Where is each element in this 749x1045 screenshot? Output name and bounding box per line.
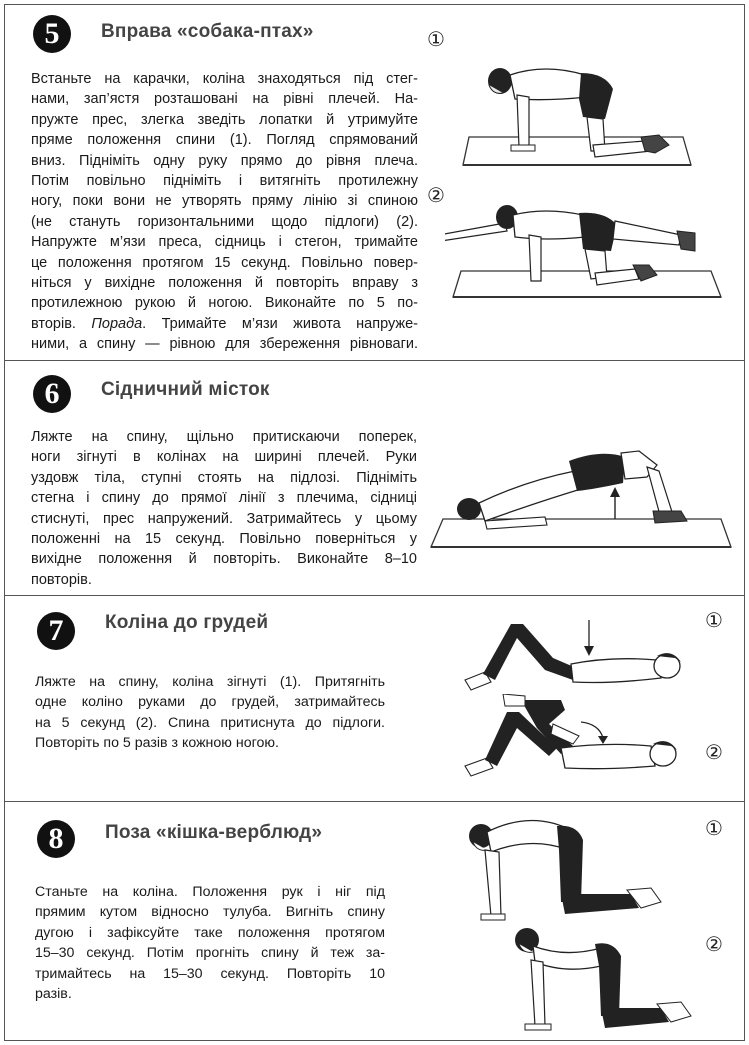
exercise-6-number: 6 bbox=[33, 375, 71, 413]
step-2-marker: ② bbox=[705, 740, 723, 764]
text-line: Повторіть по 5 разів з кожною ногою. bbox=[35, 735, 279, 752]
text-line: разів. bbox=[35, 986, 72, 1003]
bird-dog-step-2-illustration bbox=[445, 193, 727, 305]
glute-bridge-illustration bbox=[425, 437, 737, 555]
step-1-marker: ① bbox=[427, 27, 445, 51]
exercise-8-number: 8 bbox=[37, 820, 75, 858]
text-line: вниз. Підніміть одну руку прямо до рівня плеча. bbox=[31, 152, 418, 169]
step-2-marker: ② bbox=[705, 932, 723, 956]
text-line: нами, зап’ястя розташовані на рівні плечей. На- bbox=[31, 91, 418, 108]
exercise-8-section bbox=[5, 802, 744, 1040]
exercise-5-text bbox=[31, 69, 418, 355]
tip-label: Порада bbox=[91, 315, 143, 332]
text-line: на 5 секунд (2). Спина притиснута до підлоги. bbox=[35, 714, 385, 731]
text-line: тримайтесь на 15–30 секунд. Повторіть 10 bbox=[35, 965, 385, 982]
text-line: дугою і зафіксуйте таке положення протягом bbox=[35, 924, 385, 941]
text-line: положенні на 15 секунд. Повільно поверніться у bbox=[31, 531, 417, 548]
text-line: Станьте на коліна. Положення рук і ніг під bbox=[35, 884, 385, 900]
bird-dog-step-1-illustration bbox=[455, 45, 705, 177]
exercise-7-title: Коліна до грудей bbox=[105, 612, 269, 633]
exercise-5-number: 5 bbox=[33, 15, 71, 53]
text-line: стегна і спину до прямої лінії з плечима, сідниці bbox=[31, 490, 417, 507]
text-line: ніться у вихідне положення й повторіть вправу з bbox=[31, 275, 418, 292]
text-line: протилежною рукою й ногою. Виконайте по 5 по- bbox=[31, 295, 418, 312]
text-line: повторів. bbox=[31, 571, 92, 588]
text-line: прямим кутом відносно тулуба. Вигніть спину bbox=[35, 904, 385, 921]
tip-suffix: . Тримайте м’язи живота напруже- bbox=[142, 315, 418, 332]
text-line: уздовж тіла, ступні стоять на підлозі. Підніміть bbox=[31, 469, 417, 486]
knees-to-chest-step-2-illustration bbox=[461, 694, 691, 784]
step-2-marker: ② bbox=[427, 183, 445, 207]
text-line: Потім повільно підніміть і витягніть протилежну bbox=[31, 173, 418, 190]
step-1-marker: ① bbox=[705, 608, 723, 632]
cat-camel-step-2-illustration bbox=[505, 922, 705, 1036]
exercise-page bbox=[4, 4, 745, 1041]
tip-prefix: вторів. bbox=[31, 315, 92, 332]
text-line: ногу, поки вони не утворять пряму лінію зі спиною bbox=[31, 193, 418, 210]
exercise-7-number: 7 bbox=[37, 612, 75, 650]
text-line: (не стануть горизонтальними щодо підлоги) (2). bbox=[31, 213, 418, 230]
text-line: стиснуті, прес напружений. Затримайтесь у цьому bbox=[31, 510, 417, 527]
exercise-5-section bbox=[5, 5, 744, 360]
exercise-5-title: Вправа «собака-птах» bbox=[101, 21, 314, 42]
text-line: ними, а спину — рівною для збереження рівноваги. bbox=[31, 336, 418, 353]
text-line: Ляжте на спину, коліна зігнуті (1). Притягніть bbox=[35, 674, 385, 690]
text-line-with-tip bbox=[31, 314, 418, 334]
text-line: вихідне положення й повторіть. Виконайте 8–10 bbox=[31, 551, 417, 568]
exercise-8-text bbox=[35, 882, 385, 1004]
exercise-6-section bbox=[5, 361, 744, 595]
exercise-7-text bbox=[35, 672, 385, 754]
knees-to-chest-step-1-illustration bbox=[461, 614, 691, 694]
text-line: Напружте м’язи преса, сідниць і стегон, тримайте bbox=[31, 234, 418, 251]
text-line: 15–30 секунд. Потім прогніть спину й теж за- bbox=[35, 945, 385, 962]
text-line: ноги зігнуті в колінах на ширині плечей. Руки bbox=[31, 449, 417, 466]
exercise-7-section bbox=[5, 596, 744, 801]
cat-camel-step-1-illustration bbox=[461, 810, 681, 924]
exercise-6-text bbox=[31, 427, 417, 590]
exercise-6-title: Сідничний місток bbox=[101, 379, 270, 400]
text-line: пружте прес, злегка зведіть лопатки й утримуйте bbox=[31, 111, 418, 128]
text-line: одне коліно руками до грудей, затримайтесь bbox=[35, 694, 385, 711]
step-1-marker: ① bbox=[705, 816, 723, 840]
exercise-8-title: Поза «кішка-верблюд» bbox=[105, 822, 323, 843]
text-line: пряме положення спини (1). Погляд спрямований bbox=[31, 132, 418, 149]
text-line: Встаньте на карачки, коліна знаходяться під стег- bbox=[31, 71, 418, 87]
text-line: це положення протягом 15 секунд. Повільно повер- bbox=[31, 254, 418, 271]
text-line: Ляжте на спину, щільно притискаючи поперек, bbox=[31, 429, 417, 445]
